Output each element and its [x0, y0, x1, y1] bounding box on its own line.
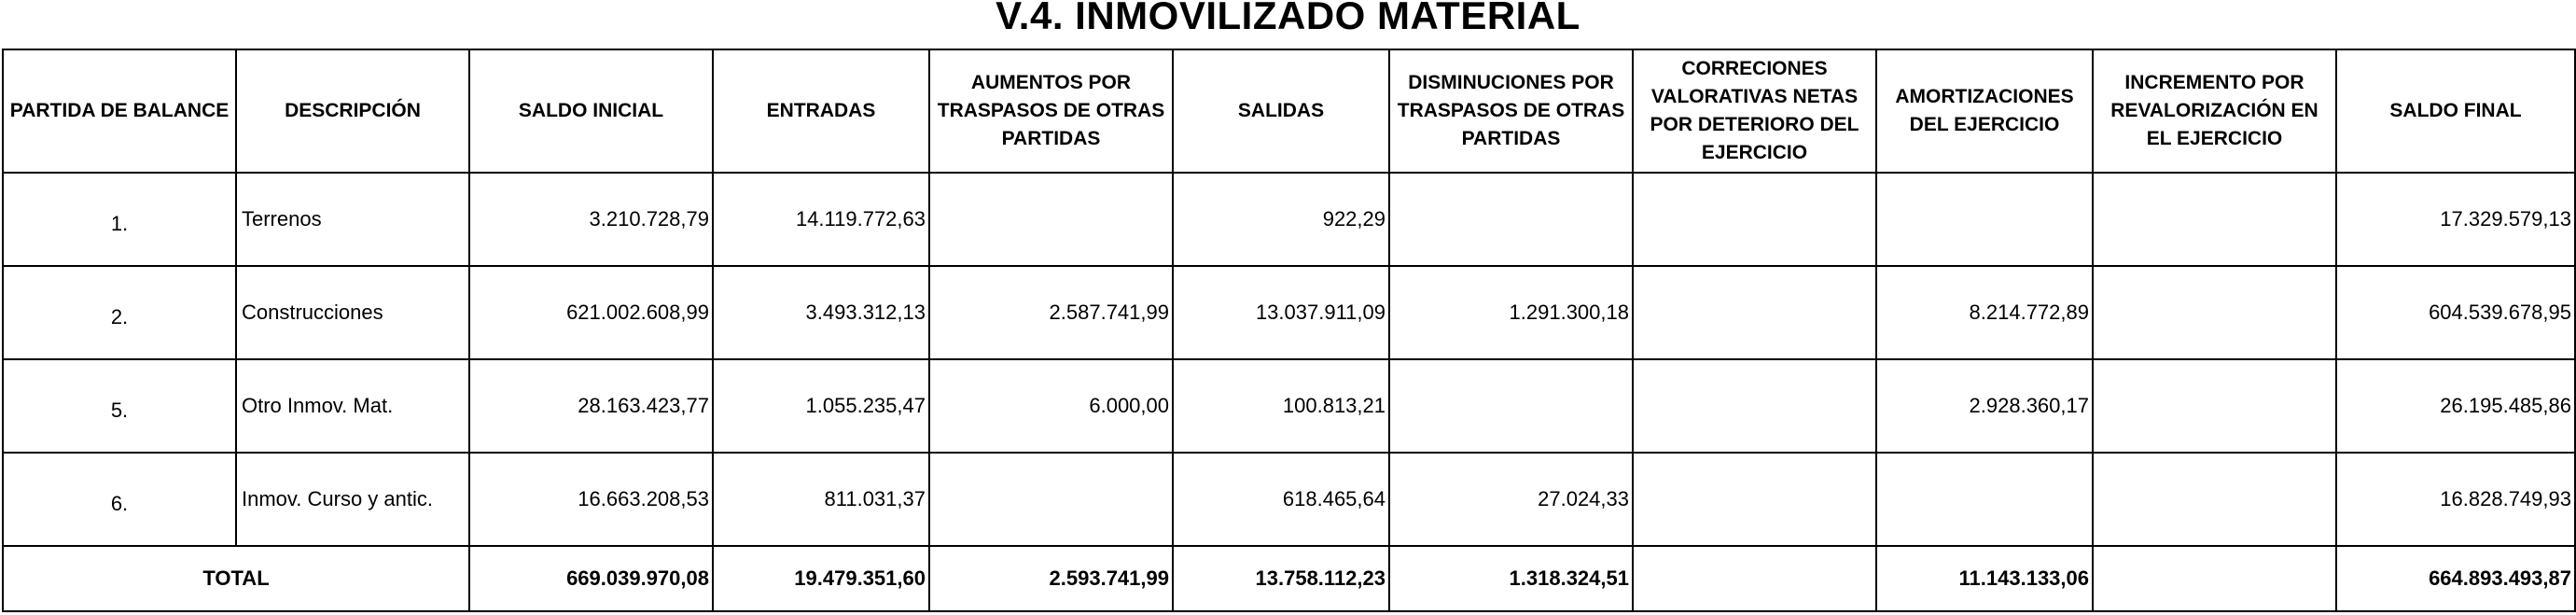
- cell-amortizaciones: 2.928.360,17: [1876, 359, 2093, 453]
- total-disminuciones: 1.318.324,51: [1389, 546, 1633, 611]
- table-row: [3, 359, 2575, 453]
- cell-partida: 1.: [3, 173, 236, 266]
- cell-correcciones: [1633, 453, 1876, 546]
- cell-saldo-final: 17.329.579,13: [2336, 173, 2575, 266]
- cell-aumentos: [929, 173, 1173, 266]
- cell-descripcion: Inmov. Curso y antic.: [236, 453, 469, 546]
- total-correcciones: [1633, 546, 1876, 611]
- total-saldo-final: 664.893.493,87: [2336, 546, 2575, 611]
- total-saldo-inicial: 669.039.970,08: [469, 546, 713, 611]
- cell-saldo-final: 604.539.678,95: [2336, 266, 2575, 359]
- cell-salidas: 100.813,21: [1173, 359, 1389, 453]
- page-title-text: V.4. INMOVILIZADO MATERIAL: [996, 0, 1580, 37]
- cell-incremento: [2093, 453, 2336, 546]
- cell-correcciones: [1633, 173, 1876, 266]
- table-row: [3, 453, 2575, 546]
- cell-partida: 5.: [3, 359, 236, 453]
- cell-saldo-inicial: 621.002.608,99: [469, 266, 713, 359]
- cell-aumentos: 2.587.741,99: [929, 266, 1173, 359]
- cell-partida: 2.: [3, 266, 236, 359]
- cell-descripcion: Terrenos: [236, 173, 469, 266]
- cell-entradas: 1.055.235,47: [713, 359, 929, 453]
- cell-entradas: 811.031,37: [713, 453, 929, 546]
- cell-incremento: [2093, 173, 2336, 266]
- total-entradas: 19.479.351,60: [713, 546, 929, 611]
- cell-disminuciones: 27.024,33: [1389, 453, 1633, 546]
- total-aumentos: 2.593.741,99: [929, 546, 1173, 611]
- cell-salidas: 13.037.911,09: [1173, 266, 1389, 359]
- cell-saldo-final: 26.195.485,86: [2336, 359, 2575, 453]
- header-row: [3, 49, 2575, 173]
- table-row: [3, 266, 2575, 359]
- cell-entradas: 14.119.772,63: [713, 173, 929, 266]
- cell-correcciones: [1633, 359, 1876, 453]
- col-header-entradas: ENTRADAS: [713, 49, 929, 173]
- table-row: [3, 173, 2575, 266]
- cell-incremento: [2093, 359, 2336, 453]
- cell-descripcion: Construcciones: [236, 266, 469, 359]
- cell-correcciones: [1633, 266, 1876, 359]
- cell-saldo-final: 16.828.749,93: [2336, 453, 2575, 546]
- cell-salidas: 922,29: [1173, 173, 1389, 266]
- cell-disminuciones: [1389, 359, 1633, 453]
- col-header-saldo-final: SALDO FINAL: [2336, 49, 2575, 173]
- inmovilizado-material-table: [2, 49, 2576, 612]
- cell-saldo-inicial: 16.663.208,53: [469, 453, 713, 546]
- col-header-saldo-inicial: SALDO INICIAL: [469, 49, 713, 173]
- cell-aumentos: 6.000,00: [929, 359, 1173, 453]
- cell-incremento: [2093, 266, 2336, 359]
- cell-saldo-inicial: 28.163.423,77: [469, 359, 713, 453]
- col-header-incremento: INCREMENTO POR REVALORIZACIÓN EN EL EJERCICIO: [2093, 49, 2336, 173]
- col-header-partida: PARTIDA DE BALANCE: [3, 49, 236, 173]
- cell-aumentos: [929, 453, 1173, 546]
- col-header-aumentos: AUMENTOS POR TRASPASOS DE OTRAS PARTIDAS: [929, 49, 1173, 173]
- total-label: TOTAL: [3, 546, 469, 611]
- cell-partida: 6.: [3, 453, 236, 546]
- cell-amortizaciones: [1876, 173, 2093, 266]
- col-header-descripcion: DESCRIPCIÓN: [236, 49, 469, 173]
- cell-salidas: 618.465,64: [1173, 453, 1389, 546]
- total-row: [3, 546, 2575, 611]
- col-header-disminuciones: DISMINUCIONES POR TRASPASOS DE OTRAS PARTIDAS: [1389, 49, 1633, 173]
- cell-entradas: 3.493.312,13: [713, 266, 929, 359]
- col-header-amortizaciones: AMORTIZACIONES DEL EJERCICIO: [1876, 49, 2093, 173]
- col-header-correcciones: CORRECIONES VALORATIVAS NETAS POR DETERIORO DEL EJERCICIO: [1633, 49, 1876, 173]
- page-title: [0, 0, 2576, 49]
- total-salidas: 13.758.112,23: [1173, 546, 1389, 611]
- cell-amortizaciones: [1876, 453, 2093, 546]
- total-incremento: [2093, 546, 2336, 611]
- cell-disminuciones: 1.291.300,18: [1389, 266, 1633, 359]
- col-header-salidas: SALIDAS: [1173, 49, 1389, 173]
- total-amortizaciones: 11.143.133,06: [1876, 546, 2093, 611]
- cell-saldo-inicial: 3.210.728,79: [469, 173, 713, 266]
- cell-amortizaciones: 8.214.772,89: [1876, 266, 2093, 359]
- cell-descripcion: Otro Inmov. Mat.: [236, 359, 469, 453]
- cell-disminuciones: [1389, 173, 1633, 266]
